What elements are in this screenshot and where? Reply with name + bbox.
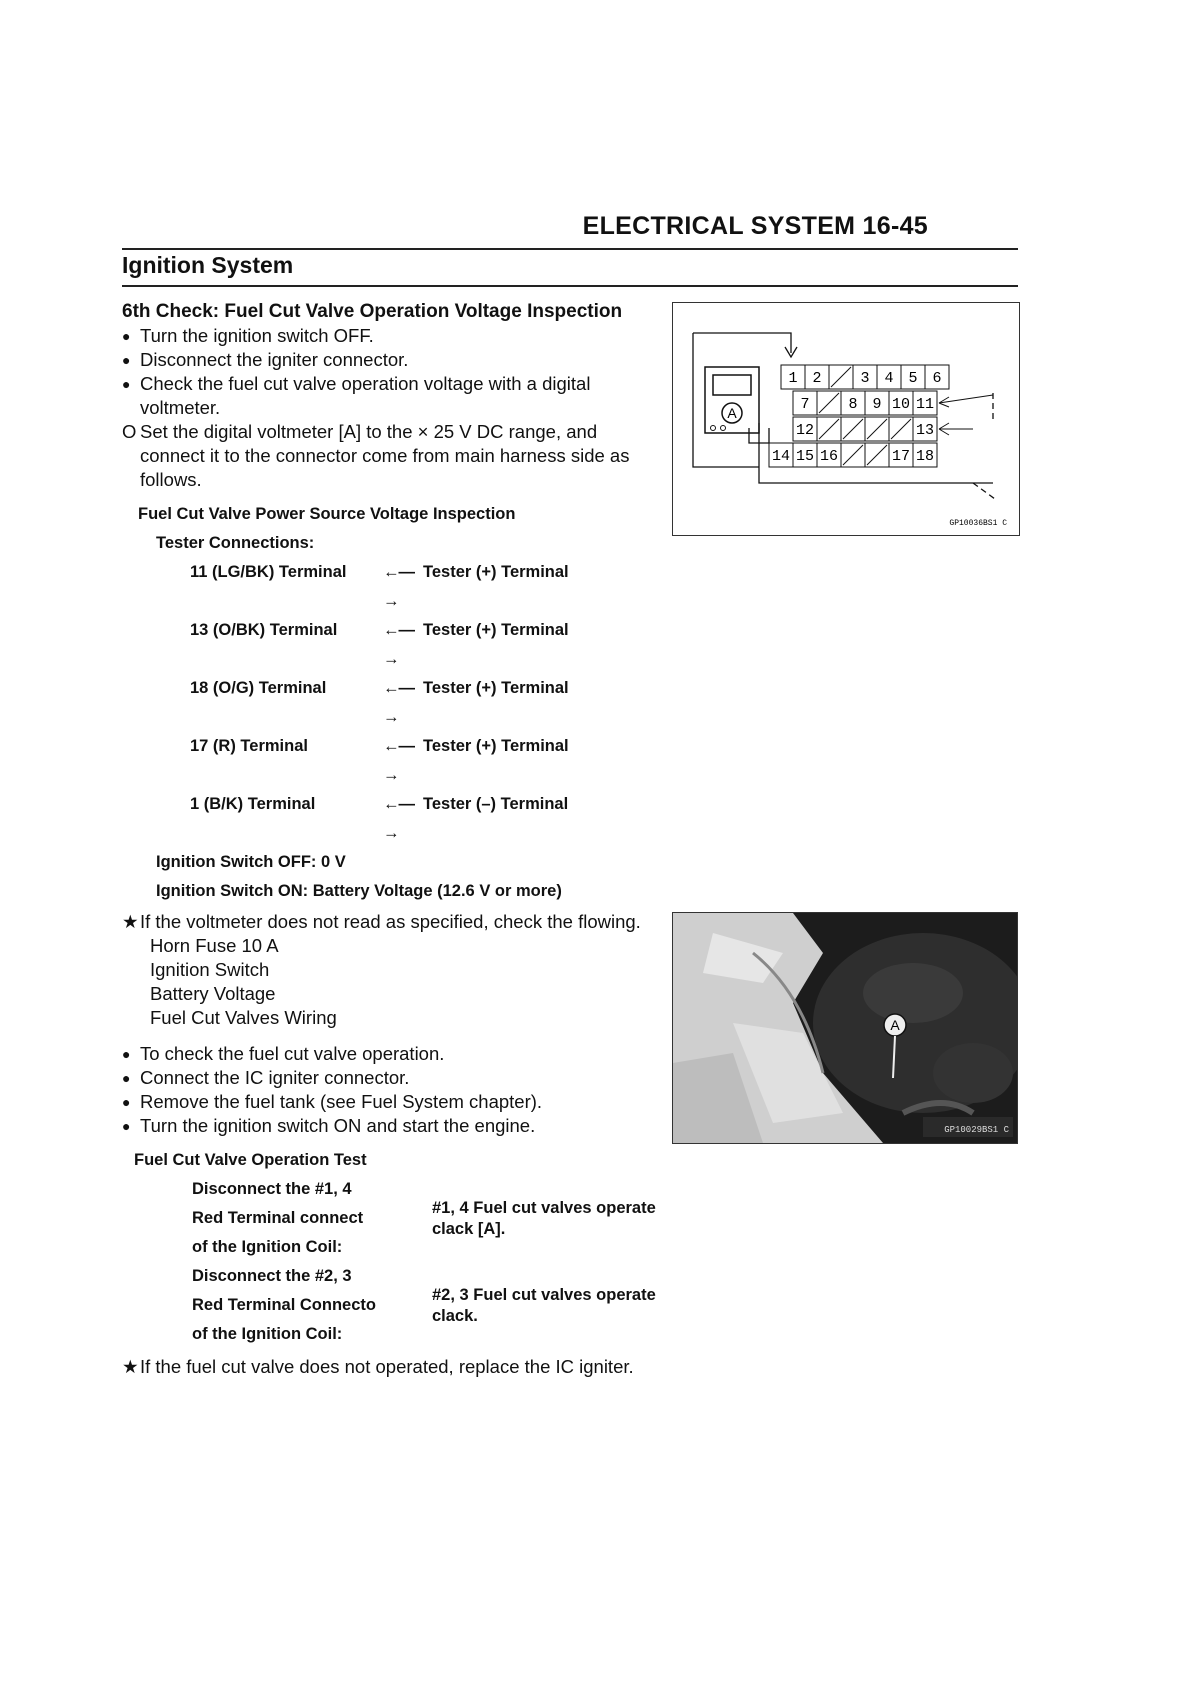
connection-tester: Tester (–) Terminal (423, 795, 569, 813)
terminal-9: 9 (872, 396, 882, 413)
test-condition-line: Disconnect the #2, 3 (192, 1267, 352, 1285)
check-list-item: Fuel Cut Valves Wiring (150, 1007, 337, 1028)
spec-off-value: Ignition Switch OFF: 0 V (156, 853, 346, 871)
connection-terminal: 18 (O/G) Terminal (190, 679, 327, 697)
terminal-11: 11 (915, 396, 935, 413)
main-text-column (122, 300, 662, 1379)
test-condition (192, 1262, 432, 1349)
connection-terminal: 11 (LG/BK) Terminal (190, 563, 347, 581)
connection-row (190, 558, 662, 616)
bullet-item: ● Turn the ignition switch OFF. (122, 324, 662, 348)
check-heading: 6th Check: Fuel Cut Valve Operation Voltage Inspection (122, 301, 623, 322)
terminal-6: 6 (932, 370, 942, 387)
bullet-item: ● Disconnect the igniter connector. (122, 348, 662, 372)
connector-diagram (672, 302, 1020, 536)
label-a: A (890, 1017, 900, 1033)
connection-row (190, 674, 662, 732)
test-condition-line: Red Terminal Connecto (192, 1296, 376, 1314)
bullet-item: ● Connect the IC igniter connector. (122, 1066, 662, 1090)
test-condition-line: Red Terminal connect (192, 1209, 364, 1227)
engine-photo-svg (673, 913, 1017, 1143)
terminal-3: 3 (860, 370, 870, 387)
spec-title: Fuel Cut Valve Power Source Voltage Inspection (138, 505, 516, 523)
terminal-4: 4 (884, 370, 894, 387)
test-title: Fuel Cut Valve Operation Test (134, 1151, 367, 1169)
section-title: Ignition System (122, 252, 294, 278)
sub-step-marker: O (122, 421, 137, 442)
header-rule (122, 248, 1018, 250)
connection-row (190, 616, 662, 674)
tester-connections (138, 558, 662, 848)
connection-arrow: ←—→ (383, 621, 414, 668)
connection-arrow: ←—→ (383, 679, 414, 726)
operation-test-table (192, 1175, 662, 1349)
connector-row-4 (769, 443, 937, 467)
connection-terminal: 1 (B/K) Terminal (190, 795, 316, 813)
note-text: If the voltmeter does not read as specified, check the flowing. (140, 911, 641, 932)
connection-terminal: 13 (O/BK) Terminal (190, 621, 338, 639)
operation-bullets (122, 1042, 662, 1138)
check-list-item: Battery Voltage (150, 983, 276, 1004)
connection-tester: Tester (+) Terminal (423, 621, 569, 639)
check-list-item: Horn Fuse 10 A (150, 935, 279, 956)
connection-terminal: 17 (R) Terminal (190, 737, 308, 755)
bullet-item: ● To check the fuel cut valve operation. (122, 1042, 662, 1066)
engine-photo (672, 912, 1018, 1144)
terminal-7: 7 (800, 396, 810, 413)
terminal-1: 1 (788, 370, 798, 387)
terminal-18: 18 (915, 448, 935, 465)
note-text: If the fuel cut valve does not operated, replace the IC igniter. (140, 1356, 634, 1377)
section-rule (122, 285, 1018, 287)
terminal-16: 16 (819, 448, 839, 465)
sub-step (122, 420, 662, 492)
spec-block (122, 500, 662, 906)
spec-on-value: Ignition Switch ON: Battery Voltage (12.6 V or more) (156, 882, 562, 900)
terminal-5: 5 (908, 370, 918, 387)
terminal-10: 10 (891, 396, 911, 413)
note-item (122, 1355, 662, 1379)
connection-arrow: ←—→ (383, 563, 414, 610)
terminal-14: 14 (771, 448, 791, 465)
test-result: #2, 3 Fuel cut valves operate clack. (432, 1285, 656, 1325)
terminal-2: 2 (812, 370, 822, 387)
bullet-item: ● Turn the ignition switch ON and start the engine. (122, 1114, 662, 1138)
test-result: #1, 4 Fuel cut valves operate clack [A]. (432, 1198, 656, 1238)
connector-diagram-svg (673, 303, 1019, 535)
connection-arrow: ←—→ (383, 795, 414, 842)
terminal-12: 12 (795, 422, 815, 439)
connection-row (190, 732, 662, 790)
connection-tester: Tester (+) Terminal (423, 679, 569, 697)
tester-label: Tester Connections: (156, 534, 315, 552)
terminal-13: 13 (915, 422, 935, 439)
label-a: A (727, 405, 737, 421)
check-list-item: Ignition Switch (150, 959, 270, 980)
terminal-17: 17 (891, 448, 911, 465)
bullet-item: ● Remove the fuel tank (see Fuel System chapter). (122, 1090, 662, 1114)
terminal-15: 15 (795, 448, 815, 465)
terminal-8: 8 (848, 396, 858, 413)
connection-arrow: ←—→ (383, 737, 414, 784)
connector-row-3 (793, 417, 973, 441)
note-item (122, 910, 662, 934)
check-list (122, 934, 662, 1030)
star-marker: ★ (122, 1356, 139, 1377)
sub-step-text: Set the digital voltmeter [A] to the × 25 V DC range, and connect it to the connector come from main harness side as follows. (140, 421, 630, 490)
connection-row (190, 790, 662, 848)
page-header-title: ELECTRICAL SYSTEM 16-45 (582, 212, 928, 240)
test-condition-line: of the Ignition Coil: (192, 1238, 343, 1256)
bullet-item: ● Check the fuel cut valve operation voltage with a digital voltmeter. (122, 372, 662, 420)
star-marker: ★ (122, 911, 139, 932)
connector-face (769, 365, 993, 467)
figure-code: GP10036BS1 C (949, 519, 1007, 528)
voltmeter-icon (705, 367, 759, 433)
connector-row-2 (793, 391, 993, 415)
figure-code: GP10029BS1 C (944, 1125, 1009, 1135)
connection-tester: Tester (+) Terminal (423, 737, 569, 755)
connection-tester: Tester (+) Terminal (423, 563, 569, 581)
connector-row-1 (781, 365, 949, 389)
test-condition-line: Disconnect the #1, 4 (192, 1180, 352, 1198)
test-condition-line: of the Ignition Coil: (192, 1325, 343, 1343)
test-condition (192, 1175, 432, 1262)
